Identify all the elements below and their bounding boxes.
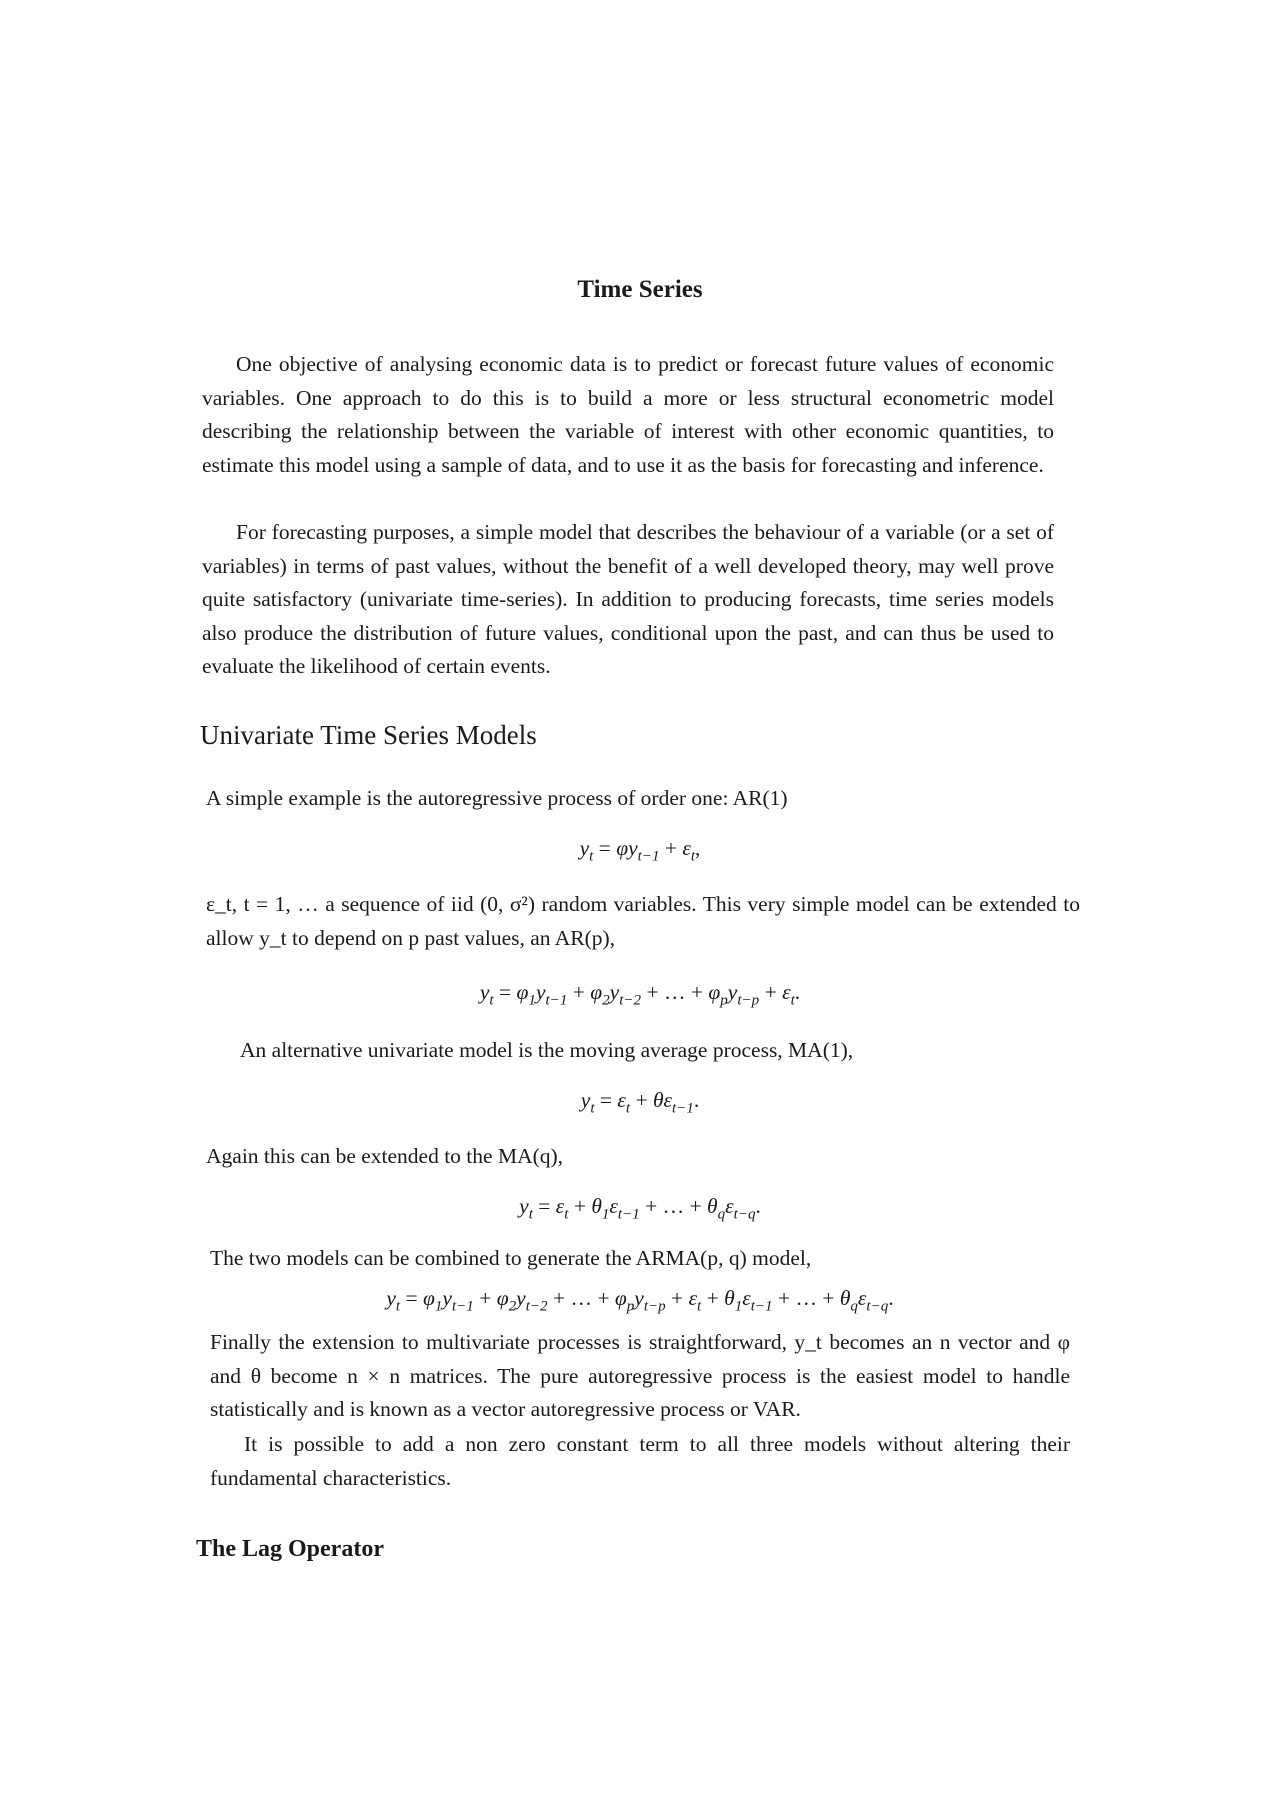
section-heading-univariate: Univariate Time Series Models — [200, 720, 537, 750]
equation-ar1: $y_t = \varphi y_{t-1} + \varepsilon_t$, — [579, 836, 701, 865]
ma1-intro-text: An alternative univariate model is the moving average process, MA(1), — [240, 1038, 854, 1062]
var-text: Finally the extension to multivariate processes is straightforward, y_t becomes an n vector and φ and θ become n × n matrices. The pure autoregressive process is the easiest model to handle statistically and is known as a vector autoregressive process or VAR. — [210, 1330, 1070, 1421]
equation-maq: $y_t = \varepsilon_t + \theta_1\varepsilon_{t-1}$ + … + $\theta_q\varepsilon_{t-q}$. — [519, 1194, 761, 1223]
ar1-intro-text: A simple example is the autoregressive process of order one: AR(1) — [206, 786, 788, 810]
equation-arp: $y_t = \varphi_1y_{t-1} + \varphi_2y_{t-2}$ + … + $\varphi_py_{t-p} + \varepsilon_t$. — [479, 980, 801, 1009]
document-title: Time Series — [577, 276, 703, 303]
intro-paragraph-2: For forecasting purposes, a simple model that describes the behaviour of a variable (or a set of variables) in terms of past values, without the benefit of a well developed theory, may well prove quite satisfactory (univariate time-series). In addition to producing forecasts, time series models also produce the distribution of future values, conditional upon the past, and can thus be used to evaluate the likelihood of certain events. — [202, 520, 1054, 678]
section-heading-lag-operator: The Lag Operator — [196, 1536, 384, 1562]
equation-arma: $y_t = \varphi_1y_{t-1} + \varphi_2y_{t-2}$ + … + $\varphi_py_{t-p} + \varepsilon_t + \theta_1\varepsilon_{t-1}$ + … + $\theta_q\varepsilon_{t-q}$. — [386, 1286, 894, 1315]
intro-paragraph-1: One objective of analysing economic data is to predict or forecast future values of economic variables. One approach to do this is to build a more or less structural econometric model describing the relationship between the variable of interest with other economic quantities, to estimate this model using a sample of data, and to use it as the basis for forecasting and inference. — [202, 352, 1054, 477]
arma-intro-text: The two models can be combined to generate the ARMA(p, q) model, — [210, 1246, 812, 1270]
constant-term-text: It is possible to add a non zero constant term to all three models without altering their fundamental characteristics. — [210, 1432, 1070, 1490]
maq-intro-text: Again this can be extended to the MA(q), — [206, 1144, 564, 1168]
ar1-explanation-text: ε_t, t = 1, … a sequence of iid (0, σ²) random variables. This very simple model can be extended to allow y_t to depend on p past values, an AR(p), — [206, 892, 1080, 950]
equation-ma1: $y_t = \varepsilon_t + \theta\varepsilon_{t-1}$. — [580, 1088, 700, 1117]
